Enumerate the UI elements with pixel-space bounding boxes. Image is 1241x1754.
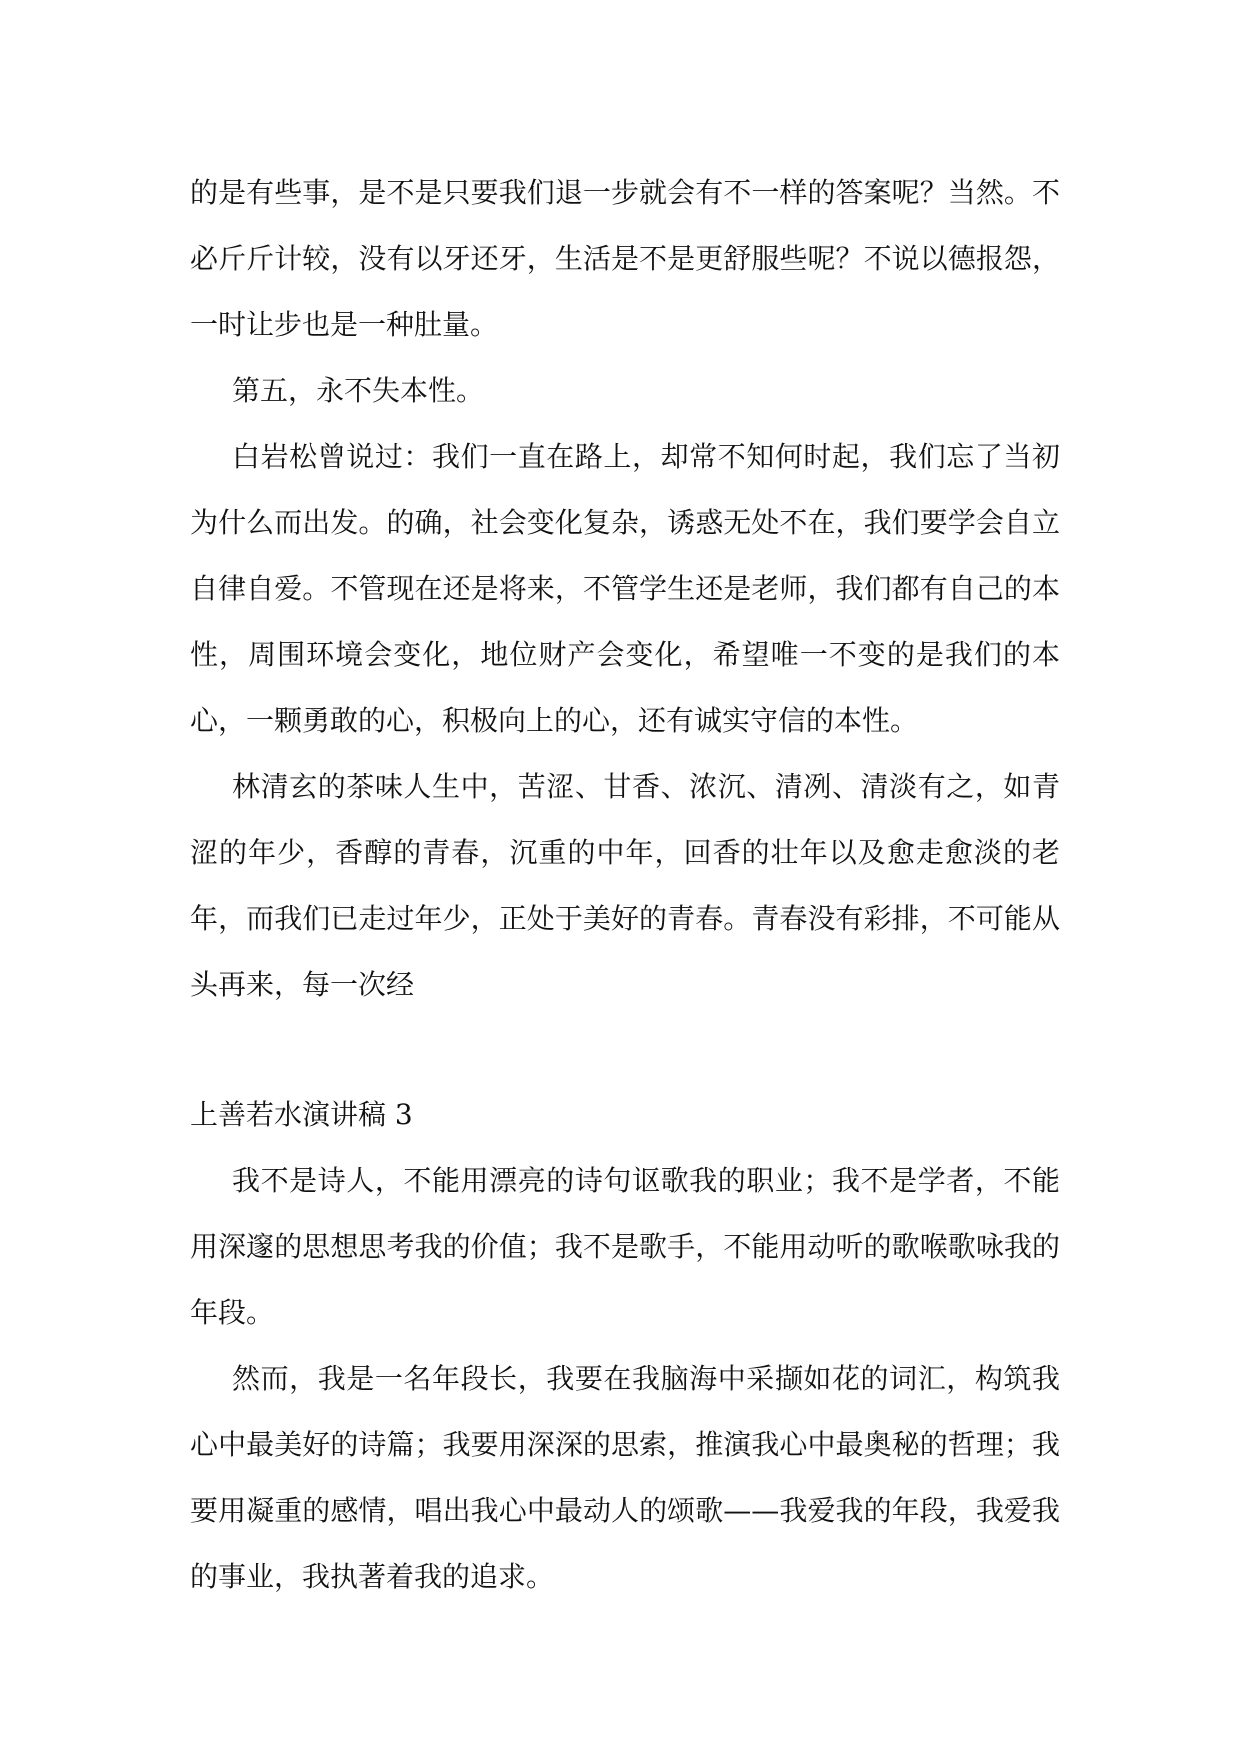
document-body xyxy=(190,160,1060,1610)
paragraph-bai-yansong: 白岩松曾说过：我们一直在路上，却常不知何时起，我们忘了当初为什么而出发。的确，社会变化复杂，诱惑无处不在，我们要学会自立自律自爱。不管现在还是将来，不管学生还是老师，我们都有自己的本性，周围环境会变化，地位财产会变化，希望唯一不变的是我们的本心，一颗勇敢的心，积极向上的心，还有诚实守信的本性。 xyxy=(190,440,1060,737)
section-gap xyxy=(190,1018,1060,1082)
paragraph-continued: 的是有些事，是不是只要我们退一步就会有不一样的答案呢？当然。不必斤斤计较，没有以牙还牙，生活是不是更舒服些呢？不说以德报怨，一时让步也是一种肚量。 xyxy=(190,176,1060,341)
section-title: 上善若水演讲稿 3 xyxy=(190,1098,413,1131)
paragraph-point-five: 第五，永不失本性。 xyxy=(232,374,485,407)
paragraph-grade-leader: 然而，我是一名年段长，我要在我脑海中采撷如花的词汇，构筑我心中最美好的诗篇；我要用深深的思索，推演我心中最奥秘的哲理；我要用凝重的感情，唱出我心中最动人的颂歌——我爱我的年段，我爱我的事业，我执著着我的追求。 xyxy=(190,1362,1060,1593)
paragraph-lin-qingxuan: 林清玄的茶味人生中，苦涩、甘香、浓沉、清冽、清淡有之，如青涩的年少，香醇的青春，沉重的中年，回香的壮年以及愈走愈淡的老年，而我们已走过年少，正处于美好的青春。青春没有彩排，不可能从头再来，每一次经 xyxy=(190,770,1060,1001)
paragraph-not-poet: 我不是诗人，不能用漂亮的诗句讴歌我的职业；我不是学者，不能用深邃的思想思考我的价值；我不是歌手，不能用动听的歌喉歌咏我的年段。 xyxy=(190,1164,1060,1329)
